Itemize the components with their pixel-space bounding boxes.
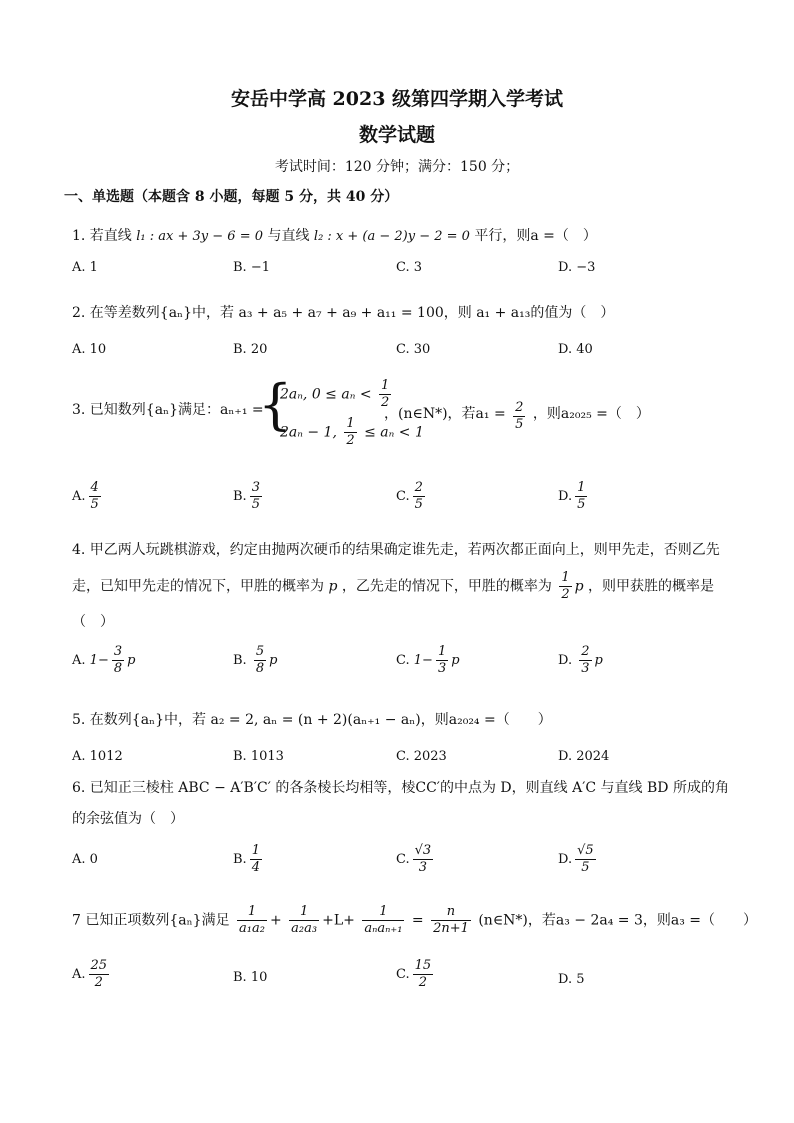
q4-opt-b-post: p [269,653,278,668]
q4-option-b [233,644,277,677]
q7-term-1-num: 1 [247,904,257,919]
q7-eq: = [411,912,424,929]
q4-opt-b-num: 5 [255,644,265,659]
q4-opt-b-den: 8 [255,661,265,676]
q6-opt-c-frac [413,843,434,876]
q7-term-2 [289,904,319,937]
q4-line-2 [72,570,714,603]
q4-half-den: 2 [561,587,570,602]
q2-option-d: D. 40 [558,342,593,357]
q4-opt-b-label: B. [233,653,247,668]
q3-opt-d-label: D. [558,489,573,504]
q4-line-2b: ，乙先走的情况下，甲胜的概率为 [341,578,552,595]
q7-term-3-num: 1 [379,904,388,919]
q3-half-den: 2 [381,395,390,410]
q6-line-2: 的余弦值为（ ） [72,811,184,827]
q7-opt-c-label: C. [396,967,410,982]
q3-prefix: 3. 已知数列{aₙ}满足：aₙ₊₁ = [72,402,264,418]
q3-opt-b-den: 5 [251,497,260,512]
q6-opt-d-den: 5 [575,859,596,876]
q4-half-num: 1 [561,570,570,585]
q1-line1: l₁ : ax + 3y − 6 = 0 [136,229,263,244]
q4-p: p [328,578,338,595]
q7-opt-a-num: 25 [90,958,108,973]
q4-opt-c-pre: 1− [413,653,433,668]
q1-mid: 与直线 [267,228,310,244]
q7-dots: +L+ [322,912,355,929]
q2-option-a: A. 10 [72,342,107,357]
q1-prefix: 1. 若直线 [72,228,132,244]
q6-opt-c-num: √3 [414,843,432,858]
q3-brace: { [258,373,293,436]
q4-option-c [396,644,460,677]
q3-option-c [396,480,428,513]
q4-line-1: 4. 甲乙两人玩跳棋游戏，约定由抛两次硬币的结果确定谁先走，若两次都正面向上，则甲先走，否则乙先 [72,542,720,558]
q3-suffix [384,400,650,433]
q4-opt-c-den: 3 [437,661,447,676]
q7-term-3-den: aₙaₙ₊₁ [364,921,403,936]
q7-term-1 [237,904,267,937]
q1-option-d: D. −3 [558,260,596,275]
q3-opt-a-label: A. [72,489,86,504]
q7-term-1-den: a₁a₂ [239,921,265,936]
q3-opt-a-den: 5 [90,497,99,512]
q2-option-b: B. 20 [233,342,268,357]
q7-term-3 [362,904,404,937]
q4-opt-b-frac [254,644,266,677]
q4-opt-d-post: p [594,653,603,668]
exam-subtitle: 数学试题 [358,124,435,146]
q7-rhs-den: 2n+1 [433,921,469,936]
q7-suffix: (n∈N*)，若a₃ − 2a₄ = 3，则a₃ =（ ） [478,912,758,929]
q4-opt-a-frac [112,644,124,677]
q4-line-2c: ，则甲获胜的概率是 [588,578,715,595]
q1-option-c: C. 3 [396,260,423,275]
q7-option-a [72,958,112,991]
q4-opt-d-den: 3 [581,661,590,676]
question-2: 2. 在等差数列{aₙ}中，若 a₃ + a₅ + a₇ + a₉ + a₁₁ = 100，则 a₁ + a₁₃的值为（ ） [72,305,615,321]
q4-opt-c-label: C. [396,653,410,668]
q3-option-d [558,480,590,513]
q4-line-2a: 走，已知甲先走的情况下，甲胜的概率为 [72,578,324,595]
q4-option-d [558,644,603,677]
question-5: 5. 在数列{aₙ}中，若 a₂ = 2, aₙ = (n + 2)(aₙ₊₁ − aₙ)，则a₂₀₂₄ =（ ） [72,712,552,728]
q4-option-a [72,644,135,677]
exam-title: 安岳中学高 2023 级第四学期入学考试 [230,88,564,110]
q3-case-1 [280,378,394,411]
q3-half-fraction-2 [344,416,356,449]
q4-opt-a-den: 8 [113,661,123,676]
q4-opt-a-label: A. [72,653,86,668]
q6-opt-b-label: B. [233,852,247,867]
q1-option-b: B. −1 [233,260,270,275]
q3-option-b [233,480,265,513]
q7-opt-c-frac [413,958,434,991]
q4-opt-d-label: D. [558,653,573,668]
q4-opt-a-pre: 1− [89,653,109,668]
q7-option-b: B. 10 [233,970,268,985]
q6-opt-b-num: 1 [251,843,260,858]
q3-case-2-tail: ≤ aₙ < 1 [364,424,424,441]
q2-option-c: C. 30 [396,342,431,357]
q7-rhs-num: n [446,904,456,919]
q3-opt-d-num: 1 [577,480,586,495]
q3-opt-d-frac [575,480,587,513]
q3-opt-c-frac [413,480,425,513]
q3-opt-c-label: C. [396,489,410,504]
q7-opt-a-label: A. [72,967,86,982]
q6-option-c [396,843,436,876]
q7-opt-a-frac [89,958,110,991]
q3-opt-a-num: 4 [90,480,99,495]
q3-opt-d-den: 5 [577,497,586,512]
q4-opt-d-frac [579,644,591,677]
q3-opt-b-frac [250,480,262,513]
q7-rhs [431,904,471,937]
q1-option-a: A. 1 [72,260,98,275]
q6-opt-c-den: 3 [413,859,434,876]
q7-opt-c-num: 15 [414,958,432,973]
q5-option-b: B. 1013 [233,749,284,764]
q7-prefix: 7 已知正项数列{aₙ}满足 [72,912,230,929]
q7-opt-a-den: 2 [89,974,110,991]
question-1 [72,226,597,247]
q5-option-a: A. 1012 [72,749,123,764]
q3-a1-num: 2 [515,400,524,415]
q7-term-2-num: 1 [299,904,309,919]
q7-option-d: D. 5 [558,972,585,987]
q3-opt-c-num: 2 [414,480,423,495]
q3-half-num: 1 [381,378,390,393]
q7-opt-c-den: 2 [413,974,434,991]
q1-line2: l₂ : x + (a − 2)y − 2 = 0 [313,229,470,244]
q5-option-c: C. 2023 [396,749,447,764]
q6-option-a: A. 0 [72,852,98,867]
q7-plus: + [269,912,282,929]
q4-opt-a-post: p [127,653,136,668]
q4-line-3: （ ） [72,614,114,630]
q3-case-2-text: 2aₙ − 1, [280,424,337,441]
q3-half-den-2: 2 [346,433,355,448]
q3-option-a [72,480,104,513]
q3-suffix-text: ，(n∈N*)，若a₁ = [384,406,506,422]
q3-suffix2-text: ，则a₂₀₂₅ =（ ） [532,406,650,422]
q4-opt-c-num: 1 [437,644,447,659]
exam-meta: 考试时间：120 分钟；满分：150 分； [274,159,520,175]
q4-opt-c-frac [436,644,448,677]
q6-opt-b-den: 4 [251,860,260,875]
q4-opt-c-post: p [451,653,460,668]
q1-suffix: 平行，则a =（ ） [474,228,597,244]
q3-opt-b-label: B. [233,489,247,504]
q6-option-b [233,843,265,876]
q4-opt-d-num: 2 [581,644,590,659]
q4-half-fraction [559,570,571,603]
q6-option-d [558,843,599,876]
q6-opt-d-frac [575,843,596,876]
q7-term-2-den: a₂a₃ [291,921,318,936]
q7-option-c [396,958,436,991]
q6-opt-b-frac [250,843,262,876]
q6-opt-d-label: D. [558,852,573,867]
q3-opt-c-den: 5 [414,497,423,512]
q3-half-num-2: 1 [346,416,355,431]
q3-a1-fraction [513,400,525,433]
q6-opt-d-num: √5 [577,843,594,858]
question-7 [72,904,757,937]
section-heading: 一、单选题（本题含 8 小题，每题 5 分，共 40 分） [64,189,399,205]
q3-case-1-text: 2aₙ, 0 ≤ aₙ < [280,386,372,403]
q5-option-d: D. 2024 [558,749,610,764]
q3-a1-den: 5 [515,417,524,432]
q4-p-2: p [574,578,584,595]
q4-opt-a-num: 3 [113,644,123,659]
q3-opt-a-frac [89,480,101,513]
q6-line-1: 6. 已知正三棱柱 ABC − A′B′C′ 的各条棱长均相等，棱CC′的中点为 D，则直线 A′C 与直线 BD 所成的角 [72,780,729,796]
q6-opt-c-label: C. [396,852,410,867]
q3-opt-b-num: 3 [251,480,260,495]
